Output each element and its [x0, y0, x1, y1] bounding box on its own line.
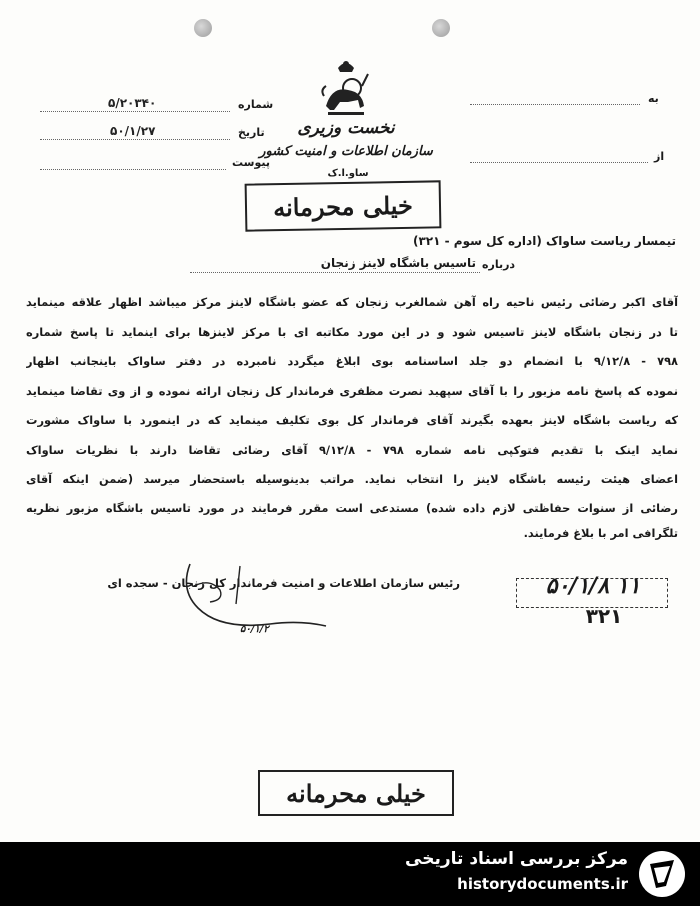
classification-stamp-bottom: خیلی محرمانه: [258, 770, 454, 816]
body-line-5: که ریاست باشگاه لاینز بعهده بگیرند آقای فرماندار کل بوی تکلیف مینماید که در اینمورد با ساواک مشورت: [26, 413, 678, 427]
footer-watermark-bar: [0, 842, 700, 906]
subject-label: درباره: [482, 258, 516, 271]
body-line-9: تلگرافی امر با بلاغ فرمایند.: [523, 526, 678, 540]
subject-value: تاسیس باشگاه لاینز زنجان: [320, 256, 476, 270]
to-line: [470, 104, 640, 105]
field-date-label: تاریخ: [238, 126, 265, 139]
to-label: به: [648, 92, 659, 105]
organization-name: سازمان اطلاعات و امنیت کشور: [259, 144, 433, 159]
field-date-line: [40, 139, 230, 140]
from-line: [470, 162, 648, 163]
punch-hole-left: [194, 19, 212, 37]
body-line-4: نموده که پاسخ نامه مزبور را با آقای سپهبد نصرت مظفری فرماندار کل زنجان ارائه نموده و از وی تقاضا مینماید: [26, 384, 678, 398]
body-line-3: ۷۹۸ - ۹/۱۲/۸ با انضمام دو جلد اساسنامه بوی ابلاغ میگردد نامبرده در دفتر ساواک باینجانب اظهار: [26, 354, 678, 368]
punch-hole-right: [432, 19, 450, 37]
signature-date: ۵۰/۱/۲: [240, 624, 269, 635]
recipient: تیمسار ریاست ساواک (اداره کل سوم - ۳۲۱): [412, 234, 676, 248]
field-attachment-label: پیوست: [232, 156, 270, 169]
field-number-label: شماره: [238, 98, 274, 111]
lion-and-sun-emblem-icon: [318, 56, 374, 120]
field-attachment-line: [40, 169, 226, 170]
registry-stamp-date: ۵۰/۱/۸ ۱۱: [545, 574, 641, 599]
field-date-value: ۵۰/۱/۲۷: [110, 124, 156, 138]
signatory-title: رئیس سازمان اطلاعات و امنیت فرماندار کل زنجان - سجده ای: [107, 576, 460, 590]
registry-stamp-code: ۳۲۱: [585, 604, 623, 628]
from-label: از: [654, 150, 665, 163]
subject-line: [190, 272, 480, 273]
field-number-line: [40, 111, 230, 112]
classification-stamp-top: خیلی محرمانه: [245, 180, 442, 231]
footer-org-name: مرکز بررسی اسناد تاریخی: [405, 849, 628, 869]
body-line-8: رضائی از سنوات حفاظتی لازم داده شده) مستدعی است مقرر فرمایند در مورد تاسیس باشگاه مزبور نظریه: [26, 501, 678, 515]
field-number-value: ۵/۲۰۳۴۰: [108, 96, 157, 110]
body-line-6: نماید اینک با تقدیم فتوکپی نامه شماره ۷۹۸ - ۹/۱۲/۸ آقای رضائی تقاضا دارند با نظریات ساواک: [26, 443, 678, 457]
body-line-1: آقای اکبر رضائی رئیس ناحیه راه آهن شمالغرب زنجان که عضو باشگاه لاینز مرکز میباشد اظهار علاقه مینماید: [26, 295, 678, 309]
footer-site: historydocuments.ir: [457, 875, 628, 893]
body-line-7: اعضای هیئت رئیسه باشگاه لاینز را انتخاب نماید. مراتب بدینوسیله باستحضار میرسد (ضمن اینکه آقای: [26, 472, 678, 486]
archive-logo-icon: [636, 848, 688, 900]
reference-code: ساو.ا.ک: [327, 168, 369, 179]
emblem-title: نخست وزیری: [297, 118, 395, 138]
body-line-2: تا در زنجان باشگاه لاینز تاسیس شود و در این مورد مکاتبه ای با مرکز لاینزها برای اینماید تا پاسخ شماره: [26, 325, 678, 339]
